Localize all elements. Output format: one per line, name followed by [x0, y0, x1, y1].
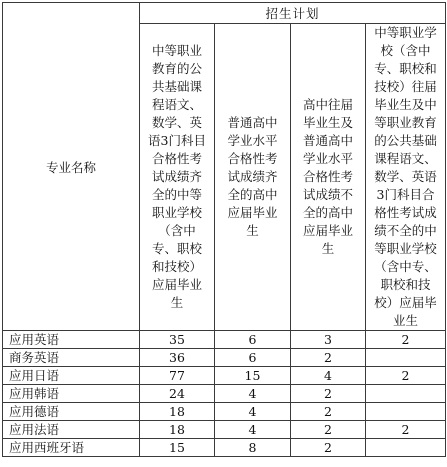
quota-cell: 6 — [215, 349, 291, 367]
table-row — [3, 421, 446, 439]
category-header-2 — [215, 24, 291, 331]
quota-cell: 2 — [291, 421, 366, 439]
quota-cell — [366, 349, 446, 367]
category-header-3 — [291, 24, 366, 331]
quota-cell — [366, 439, 446, 457]
quota-cell — [366, 385, 446, 403]
quota-cell: 24 — [140, 385, 215, 403]
table-row — [3, 439, 446, 457]
table-row — [3, 367, 446, 385]
category-text-3: 高中往届毕业生及普通高中学业水平合格性考试成绩不全的高中应届毕业生 — [303, 97, 354, 256]
table-row — [3, 349, 446, 367]
category-text-4: 中等职业学校（含中专、职校和技校）往届毕业生及中等职业教育的公共基础课程语文、数学、英语3门科目合格性考试成绩不全的中等职业学校（含中专、职校和技校）应届毕业生 — [374, 25, 437, 328]
major-name-cell: 应用法语 — [3, 421, 140, 439]
quota-cell: 6 — [215, 331, 291, 349]
major-name-cell: 应用韩语 — [3, 385, 140, 403]
major-name-cell: 应用日语 — [3, 367, 140, 385]
enrollment-plan-header: 招生计划 — [140, 3, 446, 24]
quota-cell: 15 — [215, 367, 291, 385]
quota-cell: 35 — [140, 331, 215, 349]
quota-cell: 4 — [291, 367, 366, 385]
quota-cell: 3 — [291, 331, 366, 349]
quota-cell: 2 — [291, 385, 366, 403]
quota-cell: 2 — [366, 331, 446, 349]
table-header-row — [3, 3, 446, 24]
quota-cell: 2 — [366, 367, 446, 385]
quota-cell: 18 — [140, 421, 215, 439]
quota-cell: 2 — [366, 421, 446, 439]
major-name-cell: 应用德语 — [3, 403, 140, 421]
major-name-cell: 应用英语 — [3, 331, 140, 349]
table-body — [3, 3, 446, 457]
category-text-1: 中等职业教育的公共基础课程语文、数学、英语3门科目合格性考试成绩齐全的中等职业学校（含中专、职校和技校）应届毕业生 — [148, 43, 206, 310]
quota-cell: 2 — [291, 349, 366, 367]
quota-cell: 2 — [291, 403, 366, 421]
table-row — [3, 385, 446, 403]
quota-cell: 4 — [215, 403, 291, 421]
table-row — [3, 331, 446, 349]
quota-cell: 2 — [291, 439, 366, 457]
table-row — [3, 403, 446, 421]
quota-cell: 4 — [215, 421, 291, 439]
quota-cell: 36 — [140, 349, 215, 367]
category-header-1 — [140, 24, 215, 331]
major-name-cell: 应用西班牙语 — [3, 439, 140, 457]
category-text-2: 普通高中学业水平合格性考试成绩齐全的高中应届毕业生 — [227, 115, 278, 238]
quota-cell: 15 — [140, 439, 215, 457]
category-header-4 — [366, 24, 446, 331]
quota-cell: 18 — [140, 403, 215, 421]
quota-cell: 8 — [215, 439, 291, 457]
quota-cell: 4 — [215, 385, 291, 403]
major-name-header: 专业名称 — [3, 3, 140, 331]
quota-cell: 77 — [140, 367, 215, 385]
quota-cell — [366, 403, 446, 421]
enrollment-plan-table — [2, 2, 446, 457]
major-name-cell: 商务英语 — [3, 349, 140, 367]
